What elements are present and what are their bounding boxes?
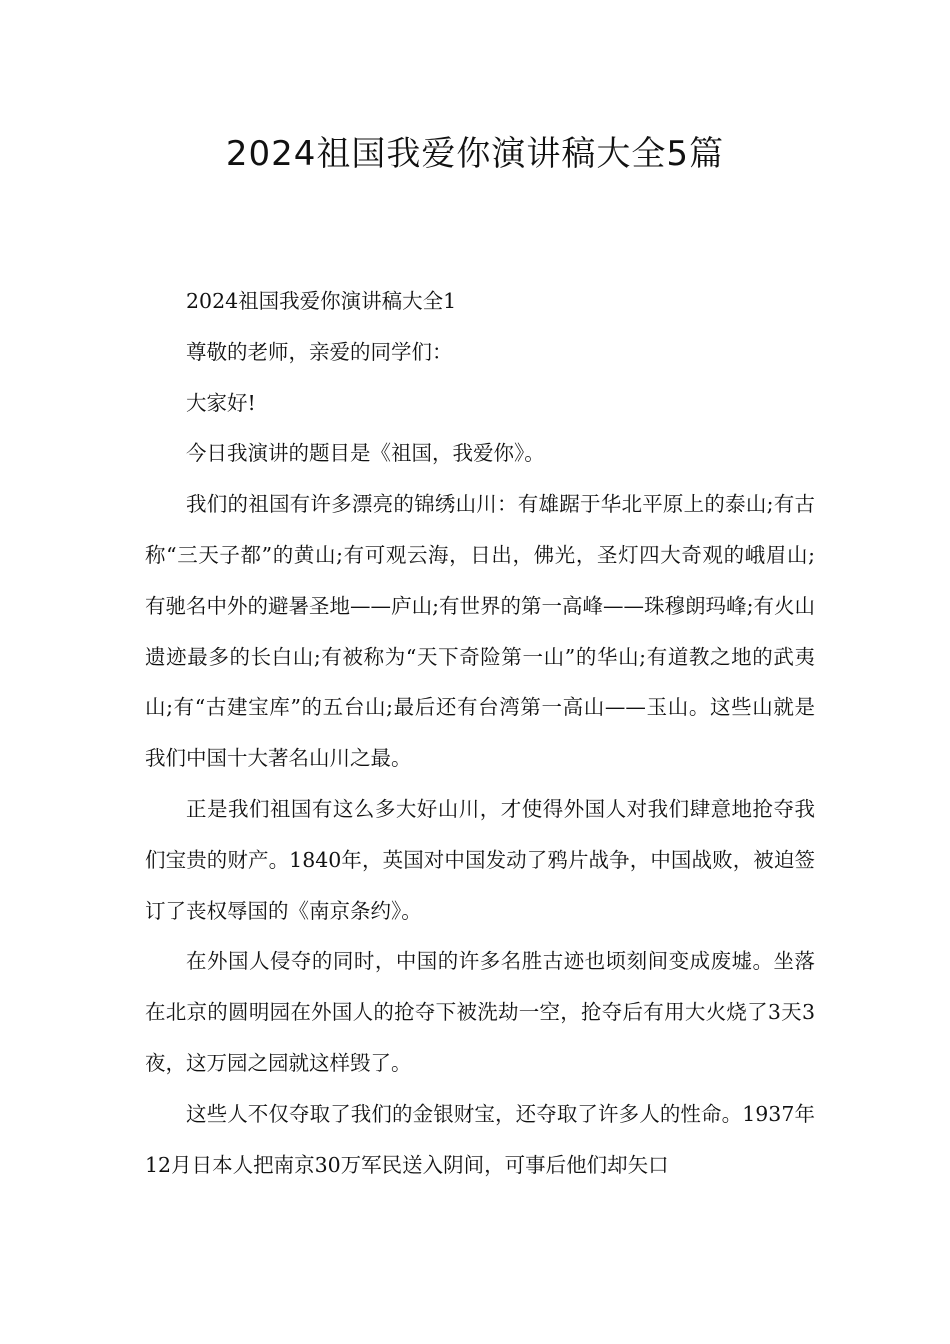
paragraph: 我们的祖国有许多漂亮的锦绣山川：有雄踞于华北平原上的泰山;有古称“三天子都”的黄山;有可观云海，日出，佛光，圣灯四大奇观的峨眉山;有驰名中外的避暑圣地——庐山;有世界的第一高峰——珠穆朗玛峰;有火山遗迹最多的长白山;有被称为“天下奇险第一山”的华山;有道教之地的武夷山;有“古建宝库”的五台山;最后还有台湾第一高山——玉山。这些山就是我们中国十大著名山川之最。	[145, 492, 815, 771]
document-body	[145, 276, 815, 1190]
greeting: 大家好!	[186, 390, 256, 415]
paragraph: 这些人不仅夺取了我们的金银财宝，还夺取了许多人的性命。1937年12月日本人把南京30万军民送入阴间，可事后他们却矢口	[145, 1101, 815, 1177]
paragraph: 在外国人侵夺的同时，中国的许多名胜古迹也顷刻间变成废墟。坐落在北京的圆明园在外国人的抢夺下被洗劫一空，抢夺后有用大火烧了3天3夜，这万园之园就这样毁了。	[145, 949, 815, 1075]
paragraph: 今日我演讲的题目是《祖国，我爱你》。	[186, 441, 545, 466]
paragraph: 正是我们祖国有这么多大好山川，才使得外国人对我们肆意地抢夺我们宝贵的财产。1840年，英国对中国发动了鸦片战争，中国战败，被迫签订了丧权辱国的《南京条约》。	[145, 796, 815, 923]
section-heading: 2024祖国我爱你演讲稿大全1	[186, 289, 457, 313]
document-title: 2024祖国我爱你演讲稿大全5篇	[225, 134, 725, 174]
salutation: 尊敬的老师，亲爱的同学们：	[186, 339, 453, 364]
